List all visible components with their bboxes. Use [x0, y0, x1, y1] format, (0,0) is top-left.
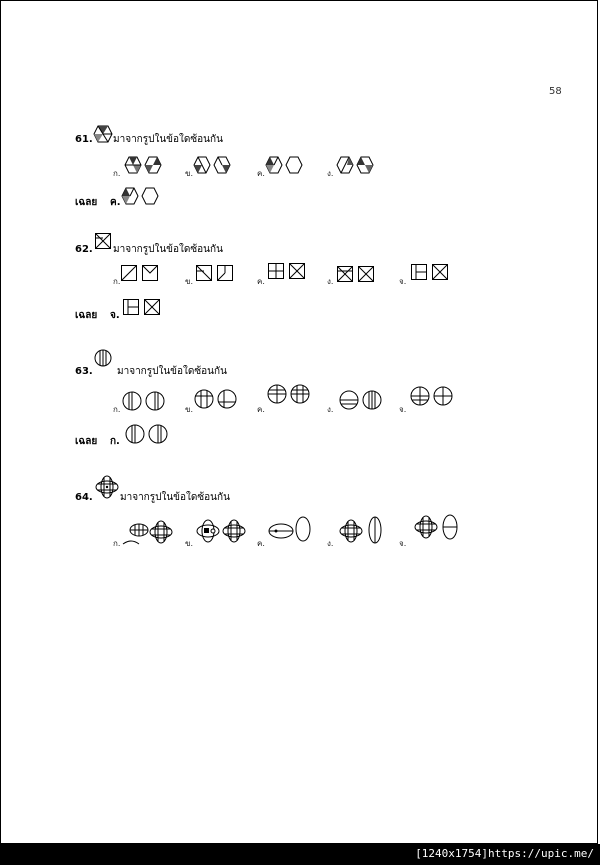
- q64-option-c-label: ค.: [257, 539, 265, 548]
- question-61-prompt: มาจากรูปในข้อใดซ้อนกัน: [113, 134, 223, 145]
- q62-answer-figures: [123, 299, 161, 315]
- question-64-number: 64.: [75, 492, 93, 503]
- q62-option-a-label: ก.: [113, 277, 121, 286]
- q63-answer-label: เฉลย: [75, 436, 98, 447]
- question-64-prompt: มาจากรูปในข้อใดซ้อนกัน: [120, 492, 230, 503]
- page-number: 58: [549, 86, 562, 97]
- q64-option-a-label: ก.: [113, 539, 121, 548]
- question-63-prompt: มาจากรูปในข้อใดซ้อนกัน: [117, 366, 227, 377]
- q63-option-b-figures: [194, 389, 238, 409]
- footer-text: [1240x1754]https://upic.me/: [415, 847, 594, 860]
- q62-option-c-label: ค.: [257, 277, 265, 286]
- q62-option-c-figures: [268, 263, 306, 279]
- q63-option-c-label: ค.: [257, 405, 265, 414]
- question-64-figure: [95, 475, 119, 499]
- question-62-figure: [95, 233, 111, 249]
- q63-option-d-label: ง.: [327, 405, 334, 414]
- q63-option-a-label: ก.: [113, 405, 121, 414]
- q61-option-c-label: ค.: [257, 169, 265, 178]
- q64-option-d-label: ง.: [327, 539, 334, 548]
- q61-option-d-label: ง.: [327, 169, 334, 178]
- q61-answer-value: ค.: [110, 197, 121, 208]
- q61-option-b-figures: [193, 156, 233, 174]
- q62-answer-label: เฉลย: [75, 310, 98, 321]
- question-63-number: 63.: [75, 366, 93, 377]
- q61-option-d-figures: [336, 156, 376, 174]
- q64-option-d-figures: [338, 515, 386, 545]
- q61-option-a-label: ก.: [113, 169, 121, 178]
- q63-option-e-label: จ.: [399, 405, 407, 414]
- q63-option-b-label: ข.: [185, 405, 194, 414]
- question-62-prompt: มาจากรูปในข้อใดซ้อนกัน: [113, 244, 223, 255]
- q61-answer-label: เฉลย: [75, 197, 98, 208]
- q63-answer-figures: [125, 424, 169, 444]
- q63-answer-value: ก.: [110, 436, 120, 447]
- q64-option-b-figures: [196, 517, 248, 545]
- q63-option-d-figures: [339, 390, 383, 410]
- question-61-number: 61.: [75, 134, 93, 145]
- q63-option-a-figures: [122, 391, 166, 411]
- q64-option-a-figures: [121, 518, 173, 546]
- q63-option-c-figures: [267, 384, 311, 404]
- q61-option-b-label: ข.: [185, 169, 194, 178]
- question-63-figure: [94, 349, 112, 367]
- q64-option-e-figures: [413, 513, 461, 541]
- q63-option-e-figures: [410, 386, 454, 406]
- q61-option-a-figures: [124, 156, 164, 174]
- q64-option-b-label: ข.: [185, 539, 194, 548]
- q62-option-d-figures: [337, 266, 375, 282]
- q62-option-b-label: ข.: [185, 277, 194, 286]
- question-62-number: 62.: [75, 244, 93, 255]
- q62-option-e-label: จ.: [399, 277, 407, 286]
- q64-option-e-label: จ.: [399, 539, 407, 548]
- q62-option-d-label: ง.: [327, 277, 334, 286]
- q62-option-b-figures: [196, 265, 234, 281]
- q62-answer-value: จ.: [110, 310, 120, 321]
- image-host-footer: [0, 844, 600, 865]
- q62-option-a-figures: [121, 265, 159, 281]
- question-61-figure: [93, 125, 113, 143]
- q61-answer-figures: [121, 187, 161, 205]
- q61-option-c-figures: [265, 156, 305, 174]
- q62-option-e-figures: [411, 264, 449, 280]
- q64-option-c-figures: [267, 515, 315, 543]
